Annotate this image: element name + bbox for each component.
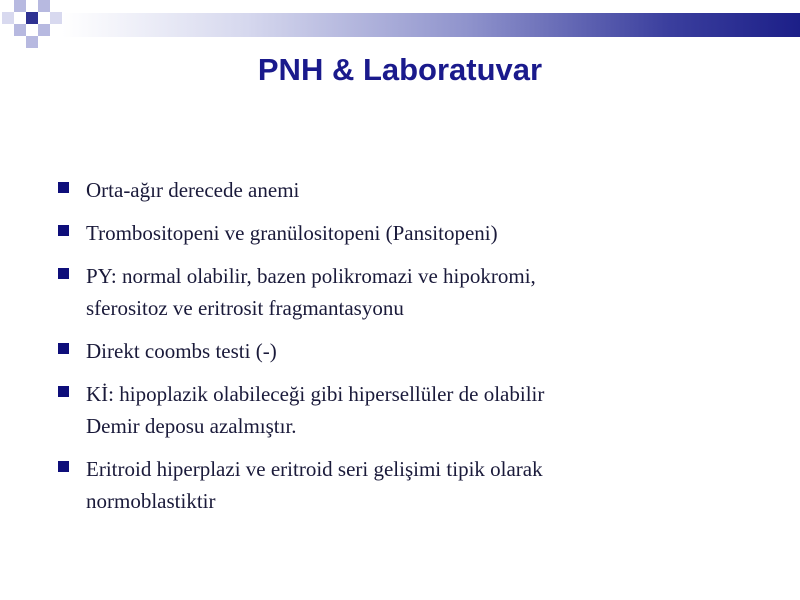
list-item [56, 378, 756, 442]
deco-square [50, 12, 62, 24]
list-item [56, 217, 756, 249]
square-bullet-icon [58, 343, 69, 354]
deco-square [14, 24, 26, 36]
bullet-text: Trombositopeni ve granülositopeni (Pansitopeni) [86, 221, 498, 245]
square-bullet-icon [58, 182, 69, 193]
bullet-list [56, 174, 756, 528]
square-bullet-icon [58, 268, 69, 279]
list-item [56, 335, 756, 367]
list-item [56, 174, 756, 206]
square-bullet-icon [58, 225, 69, 236]
bullet-text: sferositoz ve eritrosit fragmantasyonu [86, 296, 404, 320]
gradient-bar [62, 13, 800, 37]
bullet-text: normoblastiktir [86, 489, 216, 513]
deco-square [26, 12, 38, 24]
deco-square [14, 0, 26, 12]
deco-square [2, 12, 14, 24]
square-bullet-icon [58, 386, 69, 397]
bullet-text: Direkt coombs testi (-) [86, 339, 277, 363]
bullet-text: Kİ: hipoplazik olabileceği gibi hipersellüler de olabilir [86, 382, 545, 406]
bullet-text: Orta-ağır derecede anemi [86, 178, 300, 202]
deco-square [38, 0, 50, 12]
list-item [56, 260, 756, 324]
deco-square [26, 36, 38, 48]
bullet-text: Eritroid hiperplazi ve eritroid seri gelişimi tipik olarak [86, 457, 543, 481]
list-item [56, 453, 756, 517]
bullet-text: Demir deposu azalmıştır. [86, 414, 297, 438]
deco-square [38, 24, 50, 36]
decorative-banner [0, 0, 800, 60]
bullet-text: PY: normal olabilir, bazen polikromazi ve hipokromi, [86, 264, 536, 288]
slide-title: PNH & Laboratuvar [257, 52, 543, 87]
square-bullet-icon [58, 461, 69, 472]
